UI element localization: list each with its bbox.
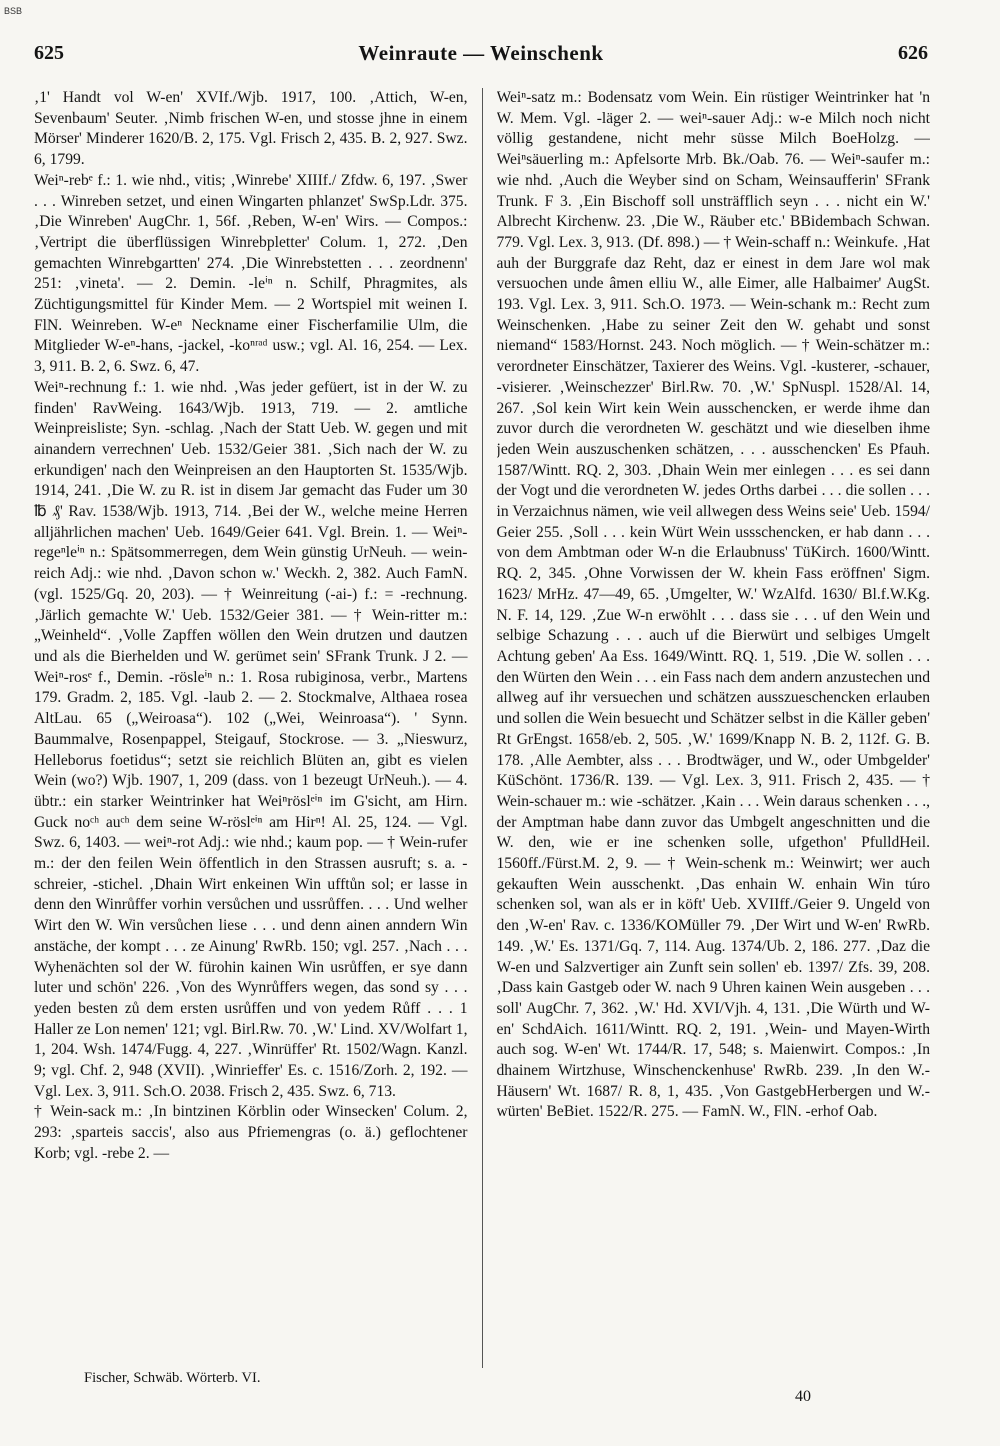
right-column <box>497 88 931 1368</box>
left-column <box>34 88 468 1368</box>
library-stamp: BSB <box>4 6 23 16</box>
entry-paragraph: Weiⁿ-satz m.: Bodensatz vom Wein. Ein rüstiger Weintrinker hat 'n W. Mem. Vgl. -läger 2. — weiⁿ-sauer Adj.: w-e Milch noch nicht völlig gestandene, nicht mehr süsse Milch BoeHolzg. — Weiⁿsäuerling m.: Apfelsorte Mrb. Bk./Oab. 76. — Weiⁿ-saufer m.: wie nhd. ‚Auch die Weyber sind on Scham, Weinsaufferin' SFrank Trunk. F 3. ‚Ein Bischoff soll unsträfflich seyn . . . nicht ein W.' Albrecht Kirchenw. 23. ‚Die W., Räuber etc.' BBidembach Schwan. 779. Vgl. Lex. 3, 913. (Df. 898.) — † Wein-schaff n.: Weinkufe. ‚Hat auh der Burggrafe daz Reht, daz er einest in dem Jare wol mak versuochen unde âmen elliu W., alle Eimer, alle Halbaimer' AugSt. 193. Vgl. Lex. 3, 911. Sch.O. 1973. — Wein-schank m.: Recht zum Weinschenken. ‚Habe zu seiner Zeit den W. gehabt und sonst niemand“ 1583/Hornst. 243. Noch möglich. — † Wein-schätzer m.: verordneter Einschätzer, Taxierer des Weins. Vgl. -kusterer, -schauer, -visierer. ‚Weinschezzer' Birl.Rw. 70. ‚W.' SpNuspl. 1528/Al. 14, 267. ‚Sol kein Wirt kein Wein ausschencken, er werde ihme dan zuvor durch die verordneten W. geschätzt und wie dieselben ihme jeden Wein auszuschenken schätzen, . . . ausschencken' Es Pfauh. 1587/Wintt. RQ. 2, 303. ‚Dhain Wein mer einlegen . . . es sei dann der Vogt und die verordneten W. jedes Orths darbei . . . die sollen . . . in Verzaichnus nämen, wie veil allwegen dess Weins seie' Ueb. 1594/ Geier 255. ‚Soll . . . kein Würt Wein ussschencken, er hab dann . . . von dem Ambtman oder W-n die Erlaubnuss' TüKirch. 1600/Wintt. RQ. 2, 345. ‚Ohne Vorwissen der W. khein Fass eröffnen' Sigm. 1623/ MrHz. 47—49, 65. ‚Umgelter, W.' WzAlfd. 1630/ Bl.f.W.Kg. N. F. 14, 129. ‚Zue W-n erwöhlt . . . dass sie . . . uf den Wein und selbige Schazung . . . auch uf die Bierwürt und selbiges Umgelt Achtung geben' Aa Ess. 1649/Wintt. RQ. 1, 519. ‚Die W. sollen . . . den Würten den Wein . . . ein Fass nach dem andern anzustechen und allweg auf ihr versuechen und schätzen ausszueschencken erlauben und sollen die Wein besuecht und Schätzer selbst in die Käller geben' Rt GrEngst. 1658/eb. 2, 505. ‚W.' 1699/Knapp N. B. 2, 112f. G. B. 178. ‚Alle Aembter, alss . . . Brodtwäger, und W., oder Umbgelder' KüSchönt. 1736/R. 139. — Vgl. Lex. 3, 911. Frisch 2, 435. — † Wein-schauer m.: wie -schätzer. ‚Kain . . . Wein daraus schenken . . ., der Amptman habe dann zuvor das Umbgelt angeschnitten und die W. den, wie er ine schenken solle, ufgethon' PfulldHeil. 1560ff./Fürst.M. 2, 9. — † Wein-schenk m.: Weinwirt; wer auch gekauften Wein ausschenkt. ‚Das enhain W. enhain Win túro schenken sol, wan als er in köft' Ueb. XVIIff./Geier 9. Ungeld von den ‚W-en' Rav. c. 1336/KOMüller 79. ‚Der Wirt und W-en' RwRb. 149. ‚W.' Es. 1371/Gq. 7, 114. Aug. 1374/Ub. 2, 186. 277. ‚Daz die W-en und Salzvertiger ain Zunft sein sollen' eb. 1397/ Zfs. 39, 208. ‚Dass kain Gastgeb oder W. nach 9 Uhren kainen Wein ausgeben . . . soll' AugChr. 7, 362. ‚W.' Hd. XVI/Vjh. 4, 131. ‚Die Würth und W-en' SchdAich. 1611/Wintt. RQ. 2, 191. ‚Wein- und Mayen-Wirth auch sog. W-en' Wt. 1744/R. 17, 548; s. Maienwirt. Compos.: ‚In dhainem Wirtzhuse, Winschenckenhuse' RwRb. 239. ‚In den W.-Häusern' Wt. 1687/ R. 8, 1, 435. ‚Von GastgebHerbergen und W.-würten' BeBiet. 1522/R. 275. — FamN. W., FlN. -erhof Oab. <box>496 89 930 1121</box>
footer-source: Fischer, Schwäb. Wörterb. VI. <box>84 1370 261 1386</box>
left-page-number: 625 <box>34 41 64 64</box>
page-footer <box>84 1370 840 1387</box>
entry-paragraph: † Wein-sack m.: ‚In bintzinen Körblin oder Winsecken' Colum. 2, 293: ‚sparteis saccis', also aus Pfriemengras (o. ä.) geflochtener Korb; vgl. -rebe 2. — <box>34 1103 468 1162</box>
right-page-number: 626 <box>897 41 928 64</box>
header-title: Weinraute — Weinschenk <box>358 40 604 65</box>
footer-sheet-number: 40 <box>795 1388 811 1405</box>
column-divider <box>482 88 483 1368</box>
entry-paragraph: ‚1' Handt vol W-en' XVIf./Wjb. 1917, 100. ‚Attich, W-en, Sevenbaum' Seuter. ‚Nimb frischen W-en, und stosse jhne in einem Mörser' Minderer 1620/B. 2, 175. Vgl. Frisch 2, 435. B. 2, 927. Swz. 6, 1799. <box>34 89 468 169</box>
entry-paragraph: Weiⁿ-rebᵉ f.: 1. wie nhd., vitis; ‚Winrebe' XIIIf./ Zfdw. 6, 197. ‚Swer . . . Winreben setzet, und einen Wingarten phlanzet' SwSp.Ldr. 375. ‚Die Winreben' AugChr. 1, 56f. ‚Reben, W-en' Wirs. — Compos.: ‚Vertript die überflüssigen Winrebpletter' Colum. 1, 272. ‚Den gemachten Winrebgartten' 274. ‚Die Winrebstetten . . . zeordnenn' 251: ‚vineta'. — 2. Demin. -leⁱⁿ n. Schilf, Phragmites, als Züchtigungsmittel für Kinder Mem. — 2 Wortspiel mit weinen I. FlN. Weinreben. W-eⁿ Neckname einer Fischerfamilie Ulm, die Mitglieder W-eⁿ-hans, -jackel, -koⁿʳᵃᵈ usw.; vgl. Al. 16, 254. — Lex. 3, 911. B. 2, 6. Swz. 6, 47. <box>34 171 468 376</box>
entry-paragraph: Weiⁿ-rechnung f.: 1. wie nhd. ‚Was jeder gefüert, ist in der W. zu finden' RavWeing. 1643/Wjb. 1913, 719. — 2. amtliche Weinpreisliste; Syn. -schlag. ‚Nach der Statt Ueb. W. gegen und mit ainandern verrechnen' Ueb. 1532/Geier 381. ‚Sich nach der W. zu erkundigen' nach den Weinpreisen an den Hauptorten St. 1535/Wjb. 1914, 241. ‚Die W. zu R. ist in disem Jar gemacht das Fuder um 30 ℔ ₰' Rav. 1538/Wjb. 1913, 714. ‚Bei der W., welche meine Herren alljährlichen machen' Ueb. 1649/Geier 641. Vgl. Brein. 1. — Weiⁿ-regeⁿleⁱⁿ n.: Spätsommerregen, dem Wein günstig UrNeuh. — wein-reich Adj.: wie nhd. ‚Davon schon w.' Weckh. 2, 382. Auch FamN. (vgl. 1525/Gq. 20, 203). — † Weinreitung (-ai-) f.: = -rechnung. ‚Järlich gemachte W.' Ueb. 1532/Geier 381. — † Wein-ritter m.: „Weinheld“. ‚Volle Zapffen wöllen den Wein drutzen und dautzen und als die Bierhelden und W. gerümet sein' SFrank Trunk. J 2. — Weiⁿ-rosᵉ f., Demin. -rösleⁱⁿ n.: 1. Rosa rubiginosa, verbr., Martens 179. Gradm. 2, 185. Vgl. -laub 2. — 2. Stockmalve, Althaea rosea AltLau. 65 („Weiroasa“). 102 („Wei, Weinroasa“). ' Synn. Baummalve, Rosenpappel, Steigauf, Stockrose. — 3. „Nieswurz, Helleborus foetidus“; setzt sie reichlich Blüten an, gibt es vielen Wein (wo?) Wjb. 1907, 1, 209 (dass. von 1 bezeugt UrNeuh.). — 4. übtr.: ein starker Weintrinker hat Weiⁿröslᵉⁱⁿ im G'sicht, am Hirn. Guck noᶜʰ auᶜʰ dem seine W-röslᵉⁱⁿ am Hirⁿ! Al. 25, 124. — Vgl. Swz. 6, 1403. — weiⁿ-rot Adj.: wie nhd.; kaum pop. — † Wein-rufer m.: der den feilen Wein öffentlich in den Strassen ausruft; s. a. -schreier, -stichel. ‚Dhain Wirt enkeinen Win ufftůn sol; er lasse in denn den Winrůffer vorhin versůchen und ussrůffen. . . . Und welher Wirt den W. Win versůchen liese . . . und denn ainen anndern Win anstäche, der kompt . . . ze Ainung' RwRb. 150; vgl. 257. ‚Nach . . . Wyhenächten sol der W. fürohin kainen Win usrůffen, er sye dann luter und schön' 226. ‚Von des Wynrůffers wegen, das sond sy . . . yeden besten zů dem ersten usrůffen und von yedem Růff . . . 1 Haller ze Lon nemen' 121; vgl. Birl.Rw. 70. ‚W.' Lind. XV/Wolfart 1, 1, 204. Wsh. 1474/Fugg. 4, 227. ‚Winrüffer' Rt. 1502/Wagn. Kanzl. 9; vgl. Chf. 2, 948 (XVII). ‚Winrieffer' Es. c. 1516/Zorh. 2, 192. — Vgl. Lex. 3, 911. Sch.O. 2038. Frisch 2, 435. Swz. 6, 713. <box>34 378 468 1100</box>
two-column-body <box>34 88 930 1368</box>
running-header <box>34 38 928 68</box>
